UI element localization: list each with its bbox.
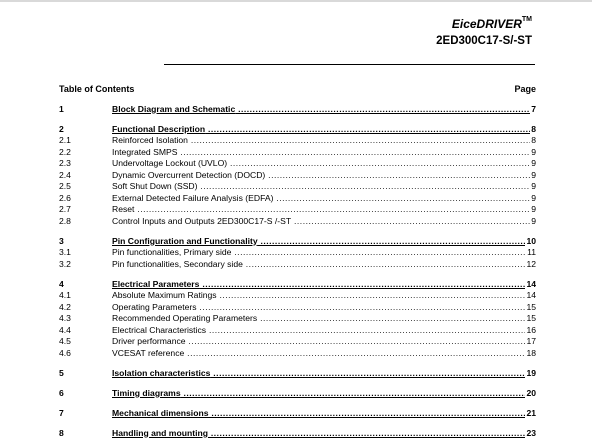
toc-entry-number: 5: [59, 367, 64, 378]
toc-entry-title[interactable]: Block Diagram and Schematic .....: [112, 104, 530, 116]
toc-entry-page: 7: [531, 103, 536, 114]
toc-chapter-row[interactable]: [59, 408, 536, 420]
toc-subsection-row[interactable]: [59, 290, 536, 302]
toc-entry-number: 7: [59, 407, 64, 418]
toc-header: [59, 84, 536, 97]
toc-page-label: Page: [514, 84, 536, 94]
toc-entry-number: 2.3: [59, 158, 71, 168]
toc-entry-page: 23: [526, 427, 536, 438]
toc-entry-title[interactable]: Pin Configuration and Functionality .....: [112, 236, 530, 248]
toc-entry-number: 2.7: [59, 204, 71, 214]
toc-entry-number: 3.1: [59, 247, 71, 257]
toc-entry-number: 1: [59, 103, 64, 114]
toc-entry-title[interactable]: Recommended Operating Parameters .....: [112, 313, 530, 325]
toc-entry-page: 11: [527, 247, 536, 257]
toc-subsection-row[interactable]: [59, 158, 536, 170]
toc-entry-title[interactable]: Electrical Parameters .....: [112, 279, 530, 291]
toc-entry-page: 9: [531, 146, 536, 157]
toc-entry-title[interactable]: Undervoltage Lockout (UVLO) .....: [112, 158, 530, 170]
toc-entry-number: 3: [59, 235, 64, 246]
toc-entry-number: 4.6: [59, 347, 71, 358]
toc-entry-number: 4: [59, 278, 64, 289]
toc-entry-title[interactable]: Reinforced Isolation .....: [112, 135, 530, 147]
toc-chapter-row[interactable]: [59, 428, 536, 440]
spacer: [59, 115, 536, 124]
toc-subsection-row[interactable]: [59, 247, 536, 259]
toc-entry-number: 6: [59, 387, 64, 398]
toc-entry-number: 2.8: [59, 215, 71, 226]
toc-subsection-row[interactable]: [59, 336, 536, 348]
toc-title: Table of Contents: [59, 84, 135, 94]
toc-subsection-row[interactable]: [59, 204, 536, 216]
toc-entry-number: 2.2: [59, 146, 71, 157]
toc-subsection-row[interactable]: [59, 170, 536, 182]
toc-subsection-row[interactable]: [59, 147, 536, 159]
toc-entry-page: 20: [526, 387, 536, 398]
part-number: 2ED300C17-S/-ST: [436, 35, 532, 47]
toc-entry-number: 8: [59, 427, 64, 438]
toc-entry-title[interactable]: Pin functionalities, Primary side .....: [112, 247, 530, 259]
spacer: [59, 399, 536, 408]
toc-entry-page: 8: [531, 123, 536, 134]
toc-entry-number: 3.2: [59, 258, 71, 269]
toc-entry-title[interactable]: Mechanical dimensions .....: [112, 408, 530, 420]
toc-subsection-row[interactable]: [59, 325, 536, 337]
toc-entry-page: 9: [531, 215, 536, 226]
toc-entry-page: 9: [531, 169, 536, 180]
toc-entry-title[interactable]: Pin functionalities, Secondary side .....: [112, 259, 530, 271]
toc-subsection-row[interactable]: [59, 302, 536, 314]
toc-entry-page: 8: [531, 135, 536, 145]
toc-subsection-row[interactable]: [59, 259, 536, 271]
toc-entry-number: 4.3: [59, 313, 71, 323]
toc-entry-page: 19: [526, 367, 536, 378]
toc-subsection-row[interactable]: [59, 181, 536, 193]
toc-entry-page: 10: [526, 235, 536, 246]
toc-entry-number: 2: [59, 123, 64, 134]
brand-title: [452, 17, 532, 31]
toc-entry-title[interactable]: VCESAT reference .....: [112, 348, 530, 360]
toc-entry-title[interactable]: Dynamic Overcurrent Detection (DOCD) .....: [112, 170, 530, 182]
toc-entry-number: 4.1: [59, 290, 71, 300]
toc-subsection-row[interactable]: [59, 216, 536, 228]
spacer: [59, 227, 536, 236]
toc-entry-title[interactable]: Absolute Maximum Ratings .....: [112, 290, 530, 302]
toc-entry-page: 14: [526, 278, 536, 289]
toc-entry-number: 2.6: [59, 192, 71, 203]
toc-entry-page: 18: [526, 347, 536, 358]
spacer: [59, 379, 536, 388]
toc-chapter-row[interactable]: [59, 388, 536, 400]
table-of-contents: [59, 84, 536, 439]
spacer: [59, 359, 536, 368]
toc-subsection-row[interactable]: [59, 348, 536, 360]
toc-entry-page: 15: [526, 301, 536, 312]
toc-entry-number: 2.5: [59, 181, 71, 191]
toc-entry-number: 4.4: [59, 324, 71, 335]
toc-entry-number: 4.2: [59, 301, 71, 312]
toc-entry-page: 14: [526, 290, 536, 300]
toc-subsection-row[interactable]: [59, 313, 536, 325]
toc-subsection-row[interactable]: [59, 193, 536, 205]
toc-entry-page: 9: [531, 204, 536, 214]
toc-chapter-row[interactable]: [59, 124, 536, 136]
toc-entry-title[interactable]: Isolation characteristics .....: [112, 368, 530, 380]
top-border: [0, 0, 592, 2]
toc-entry-page: 12: [526, 258, 536, 269]
toc-entry-page: 9: [531, 181, 536, 191]
spacer: [59, 419, 536, 428]
toc-entry-title[interactable]: Timing diagrams .....: [112, 388, 530, 400]
toc-entry-title[interactable]: Handling and mounting .....: [112, 428, 530, 440]
spacer: [59, 270, 536, 279]
toc-entry-page: 16: [526, 324, 536, 335]
toc-entry-title[interactable]: Integrated SMPS .....: [112, 147, 530, 159]
toc-entry-title[interactable]: Operating Parameters .....: [112, 302, 530, 314]
toc-entry-number: 2.4: [59, 169, 71, 180]
toc-entry-page: 9: [531, 158, 536, 168]
toc-entry-title[interactable]: Electrical Characteristics .....: [112, 325, 530, 337]
toc-entry-number: 2.1: [59, 135, 71, 145]
toc-entry-title[interactable]: Control Inputs and Outputs 2ED300C17-S /-ST .....: [112, 216, 530, 228]
toc-entry-number: 4.5: [59, 336, 71, 346]
toc-entry-title[interactable]: Soft Shut Down (SSD) .....: [112, 181, 530, 193]
toc-entry-page: 21: [526, 407, 536, 418]
toc-entry-page: 15: [526, 313, 536, 323]
toc-chapter-row[interactable]: [59, 104, 536, 116]
toc-entry-page: 9: [531, 192, 536, 203]
trademark-mark: TM: [521, 16, 532, 23]
toc-chapter-row[interactable]: [59, 368, 536, 380]
toc-entry-title[interactable]: Reset .....: [112, 204, 530, 216]
toc-entry-title[interactable]: External Detected Failure Analysis (EDFA) .....: [112, 193, 530, 205]
toc-chapter-row[interactable]: [59, 236, 536, 248]
brand-name: EiceDRIVER: [451, 17, 522, 31]
toc-chapter-row[interactable]: [59, 279, 536, 291]
toc-entry-title[interactable]: Driver performance .....: [112, 336, 530, 348]
toc-subsection-row[interactable]: [59, 135, 536, 147]
toc-entries: [59, 104, 536, 440]
toc-entry-page: 17: [526, 336, 536, 346]
toc-entry-title[interactable]: Functional Description .....: [112, 124, 530, 136]
header-divider: [164, 64, 535, 65]
